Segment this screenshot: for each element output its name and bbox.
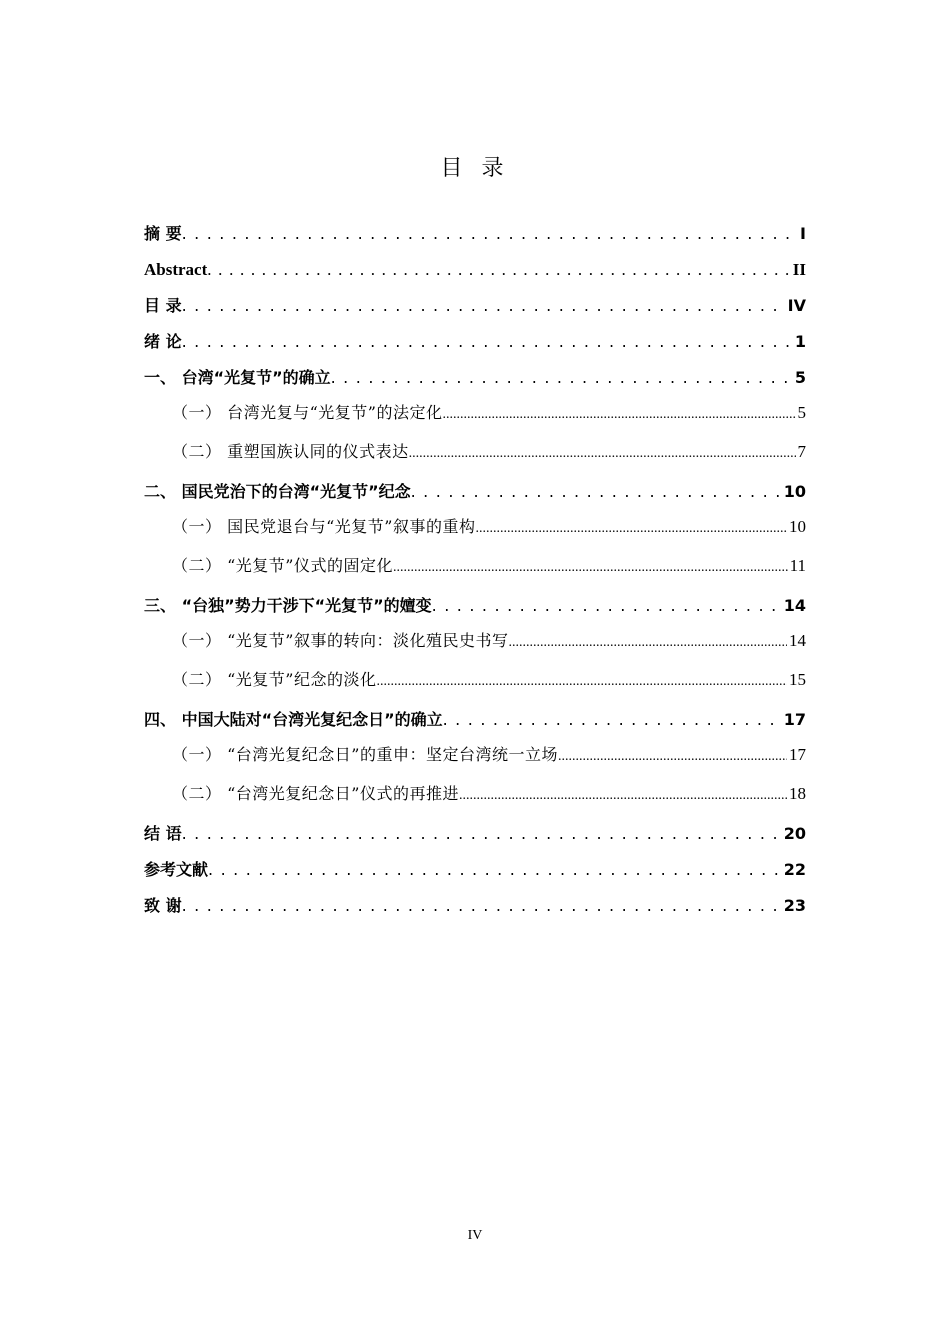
- toc-entry-chapter-4[interactable]: [144, 708, 806, 732]
- toc-entry-section-4-2[interactable]: [172, 782, 806, 806]
- toc-entry-page: 15: [789, 670, 806, 689]
- toc-entry-title: （二） “台湾光复纪念日”仪式的再推进: [172, 784, 459, 803]
- toc-heading: 目 录: [440, 156, 510, 181]
- toc-entry-title: （一） 国民党退台与“光复节”叙事的重构: [172, 517, 476, 536]
- dot-leader: [411, 480, 782, 504]
- toc-entry-introduction[interactable]: [144, 330, 806, 354]
- toc-entry-chapter-2[interactable]: [144, 480, 806, 504]
- toc-entry-abstract-cn[interactable]: [144, 222, 806, 246]
- dot-leader: [442, 401, 795, 427]
- toc-entry-section-1-1[interactable]: [172, 401, 806, 425]
- dot-leader: [182, 222, 798, 246]
- toc-entry-title: （一） “台湾光复纪念日”的重申：坚定台湾统一立场: [172, 745, 558, 764]
- toc-entry-title: 一、 台湾“光复节”的确立: [144, 368, 331, 387]
- toc-entry-title: 致 谢: [144, 896, 182, 915]
- toc-entry-title: 四、 中国大陆对“台湾光复纪念日”的确立: [144, 710, 443, 729]
- toc-entry-title: 绪 论: [144, 332, 182, 351]
- dot-leader: [459, 782, 787, 808]
- dot-leader: [508, 629, 787, 655]
- toc-entry-page: 10: [783, 482, 806, 501]
- toc-entry-page: 10: [789, 517, 806, 536]
- dot-leader: [475, 515, 787, 541]
- toc-entry-conclusion[interactable]: [144, 822, 806, 846]
- toc-entry-section-4-1[interactable]: [172, 743, 806, 767]
- toc-entry-title: （一） 台湾光复与“光复节”的法定化: [172, 403, 443, 422]
- dot-leader: [432, 594, 782, 618]
- toc-entry-page: 7: [797, 442, 806, 461]
- toc-entry-page: II: [792, 260, 806, 279]
- toc-entry-page: I: [800, 224, 806, 243]
- toc-entry-page: 23: [783, 896, 806, 915]
- dot-leader: [393, 554, 788, 580]
- toc-entry-section-2-1[interactable]: [172, 515, 806, 539]
- toc-entry-references[interactable]: [144, 858, 806, 882]
- toc-entry-page: IV: [787, 296, 806, 315]
- dot-leader: [558, 743, 787, 769]
- toc-entry-section-3-2[interactable]: [172, 668, 806, 692]
- toc-entry-page: 11: [789, 556, 806, 575]
- toc-entry-title: Abstract: [144, 260, 208, 279]
- dot-leader: [331, 366, 793, 390]
- toc-entry-title: 三、 “台独”势力干涉下“光复节”的嬗变: [144, 596, 432, 615]
- toc-entry-title: 参考文献: [144, 860, 209, 879]
- toc-entry-title: 摘 要: [144, 224, 182, 243]
- toc-entry-acknowledgements[interactable]: [144, 894, 806, 918]
- toc-entry-title: 目 录: [144, 296, 182, 315]
- toc-entry-page: 1: [794, 332, 806, 351]
- toc-entry-page: 17: [783, 710, 806, 729]
- dot-leader: [182, 822, 782, 846]
- toc-entry-title: 结 语: [144, 824, 182, 843]
- toc-entry-contents[interactable]: [144, 294, 806, 318]
- dot-leader: [207, 258, 791, 282]
- dot-leader: [208, 858, 782, 882]
- toc-entry-title: （一） “光复节”叙事的转向：淡化殖民史书写: [172, 631, 509, 650]
- dot-leader: [376, 668, 787, 694]
- toc-entry-title: （二） “光复节”仪式的固定化: [172, 556, 393, 575]
- toc-entry-chapter-3[interactable]: [144, 594, 806, 618]
- dot-leader: [182, 294, 786, 318]
- toc-entry-page: 14: [789, 631, 806, 650]
- dot-leader: [182, 330, 793, 354]
- toc-entry-title: （二） 重塑国族认同的仪式表达: [172, 442, 409, 461]
- toc-entry-page: 22: [783, 860, 806, 879]
- toc-entry-page: 5: [794, 368, 806, 387]
- toc-entry-title: （二） “光复节”纪念的淡化: [172, 670, 377, 689]
- dot-leader: [182, 894, 782, 918]
- dot-leader: [409, 440, 796, 466]
- toc-entry-chapter-1[interactable]: [144, 366, 806, 390]
- toc-entry-abstract-en[interactable]: [144, 258, 806, 282]
- toc-entry-page: 20: [783, 824, 806, 843]
- toc-entry-section-2-2[interactable]: [172, 554, 806, 578]
- toc-entry-section-1-2[interactable]: [172, 440, 806, 464]
- footer-page-number: IV: [467, 1228, 483, 1243]
- toc-entry-page: 17: [789, 745, 806, 764]
- dot-leader: [443, 708, 782, 732]
- toc-entry-page: 5: [797, 403, 806, 422]
- toc-entry-page: 14: [783, 596, 806, 615]
- toc-entry-page: 18: [789, 784, 806, 803]
- toc-entry-title: 二、 国民党治下的台湾“光复节”纪念: [144, 482, 411, 501]
- toc-entry-section-3-1[interactable]: [172, 629, 806, 653]
